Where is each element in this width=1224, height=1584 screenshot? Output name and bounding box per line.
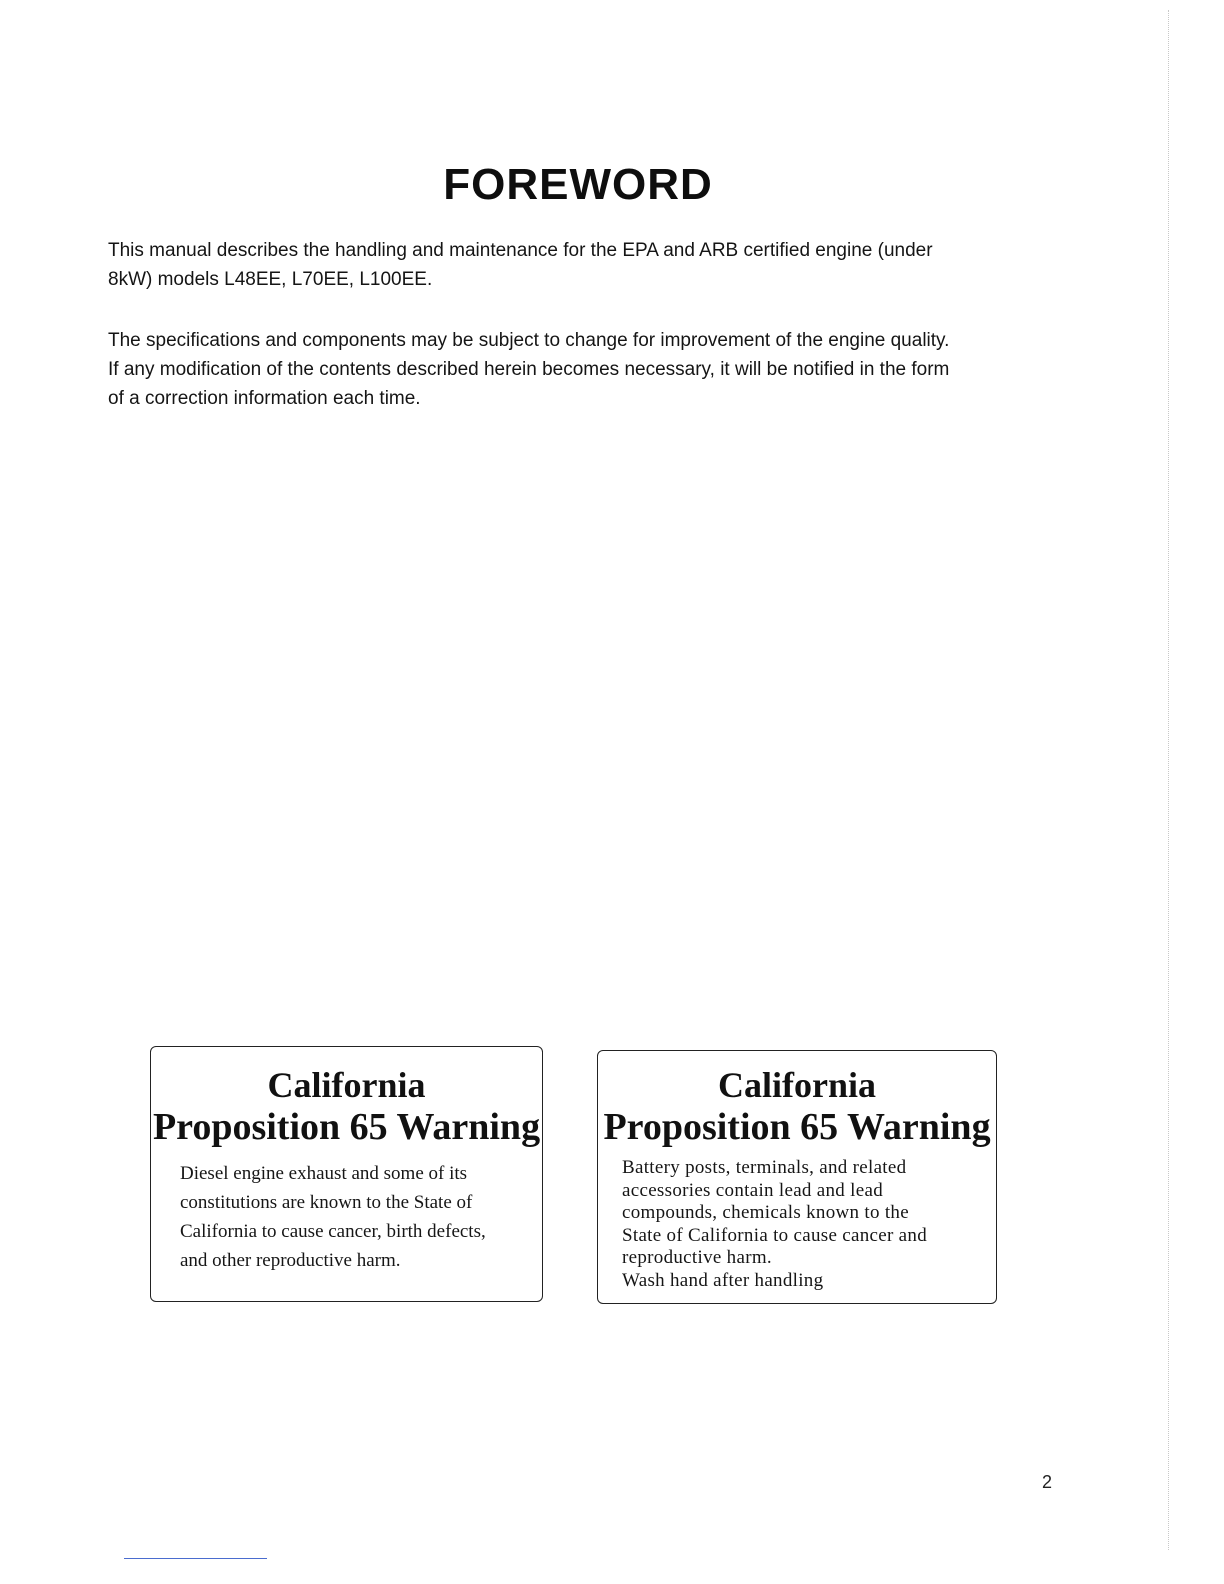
- warning-body-line: California to cause cancer, birth defects,: [180, 1221, 486, 1242]
- warning-body-line: reproductive harm.: [622, 1247, 772, 1268]
- bottom-rule: [124, 1558, 267, 1559]
- warning-body: [598, 1157, 996, 1292]
- warning-heading: [151, 1065, 542, 1149]
- warning-body: [151, 1159, 542, 1275]
- warning-heading-line1: California: [718, 1065, 876, 1105]
- warning-body-line: and other reproductive harm.: [180, 1250, 401, 1271]
- warning-body-line: constitutions are known to the State of: [180, 1192, 473, 1213]
- warning-heading-line1: California: [267, 1065, 426, 1105]
- warning-heading-line2: Proposition 65 Warning: [152, 1106, 541, 1148]
- prop65-warning-exhaust: [150, 1046, 543, 1302]
- warning-heading: [598, 1065, 996, 1149]
- warning-body-line: accessories contain lead and lead: [622, 1179, 884, 1201]
- warning-body-line: State of California to cause cancer and: [622, 1224, 928, 1246]
- warning-body-line: Battery posts, terminals, and related: [622, 1157, 907, 1178]
- intro-paragraph: [108, 236, 1053, 294]
- prop65-warning-battery: [597, 1050, 997, 1304]
- warning-body-line: Diesel engine exhaust and some of its: [180, 1163, 468, 1184]
- notice-line: The specifications and components may be subject to change for improvement of the engine quality.: [108, 330, 950, 351]
- warning-heading-line2: Proposition 65 Warning: [603, 1106, 991, 1148]
- warning-body-line: Wash hand after handling: [622, 1269, 824, 1291]
- warning-body-line: compounds, chemicals known to the: [622, 1202, 909, 1223]
- page-title: FOREWORD: [443, 160, 713, 209]
- notice-line: If any modification of the contents described herein becomes necessary, it will be notified in the form: [108, 359, 950, 380]
- intro-line: This manual describes the handling and maintenance for the EPA and ARB certified engine (under: [108, 240, 933, 261]
- notice-line: of a correction information each time.: [108, 388, 421, 409]
- change-notice-paragraph: [108, 326, 1053, 413]
- intro-line: 8kW) models L48EE, L70EE, L100EE.: [108, 269, 433, 290]
- page-edge-line: [1168, 10, 1169, 1550]
- page-number: 2: [1041, 1472, 1052, 1492]
